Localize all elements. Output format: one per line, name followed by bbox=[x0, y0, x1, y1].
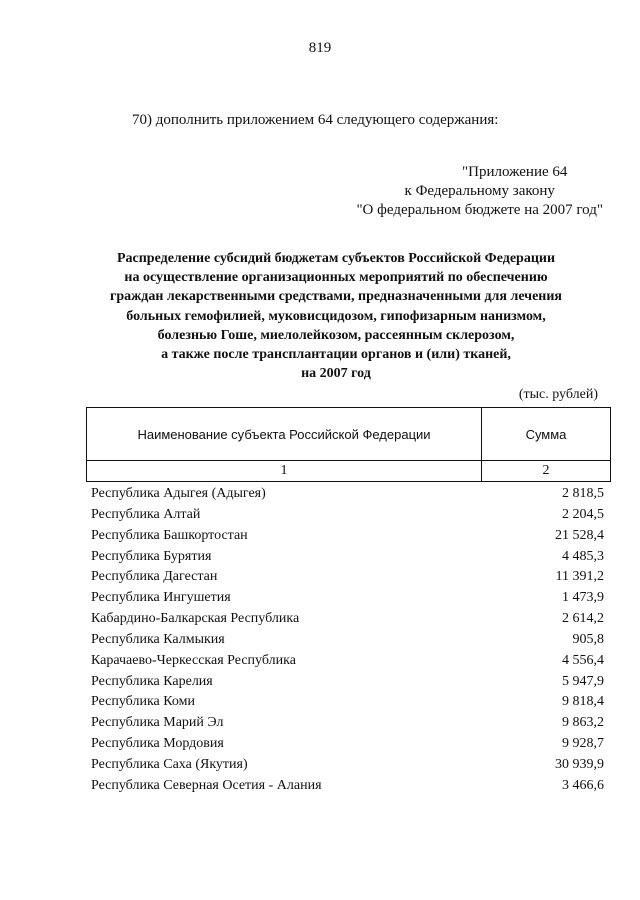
table-body bbox=[91, 484, 604, 797]
title-line: граждан лекарственными средствами, предназначенными для лечения bbox=[109, 289, 563, 305]
region-name: Кабардино-Балкарская Республика bbox=[91, 611, 300, 627]
title-line: больных гемофилией, муковисцидозом, гипофизарным нанизмом, bbox=[126, 308, 546, 324]
table-row bbox=[91, 505, 604, 526]
units-label: (тыс. рублей) bbox=[518, 387, 598, 402]
region-sum: 21 528,4 bbox=[555, 527, 604, 543]
table-row bbox=[91, 630, 604, 651]
region-sum: 2 614,2 bbox=[562, 611, 604, 627]
table-row bbox=[91, 567, 604, 588]
table-row bbox=[91, 547, 604, 568]
table-row bbox=[91, 672, 604, 693]
region-name: Республика Северная Осетия - Алания bbox=[91, 777, 322, 793]
title-line: на 2007 год bbox=[301, 366, 371, 382]
region-name: Республика Мордовия bbox=[91, 736, 224, 752]
region-name: Республика Бурятия bbox=[91, 548, 212, 564]
column-header-sum: Сумма bbox=[482, 408, 611, 461]
appendix-line-2: к Федеральному закону bbox=[404, 183, 555, 199]
region-name: Республика Алтай bbox=[91, 506, 201, 522]
region-sum: 30 939,9 bbox=[555, 756, 604, 772]
table-header bbox=[86, 407, 611, 482]
region-name: Республика Коми bbox=[91, 694, 195, 710]
title-line: Распределение субсидий бюджетам субъектов Российской Федерации bbox=[116, 251, 556, 266]
table-row bbox=[91, 484, 604, 505]
region-sum: 5 947,9 bbox=[562, 673, 604, 689]
region-name: Республика Саха (Якутия) bbox=[91, 756, 248, 772]
region-sum: 4 556,4 bbox=[562, 652, 604, 668]
region-name: Республика Карелия bbox=[91, 673, 213, 689]
title-line: а также после трансплантации органов и (или) тканей, bbox=[161, 347, 511, 363]
region-name: Республика Марий Эл bbox=[91, 715, 224, 731]
table-row bbox=[91, 776, 604, 797]
region-sum: 11 391,2 bbox=[555, 569, 604, 585]
column-number-name: 1 bbox=[87, 461, 482, 482]
region-name: Республика Калмыкия bbox=[91, 631, 225, 647]
region-name: Карачаево-Черкесская Республика bbox=[91, 652, 296, 668]
region-name: Республика Дагестан bbox=[91, 569, 218, 585]
appendix-reference bbox=[356, 163, 603, 220]
page-number: 819 bbox=[308, 40, 332, 56]
region-name: Республика Ингушетия bbox=[91, 590, 231, 606]
table-row bbox=[91, 651, 604, 672]
intro-text: 70) дополнить приложением 64 следующего содержания: bbox=[132, 112, 499, 128]
table-row bbox=[91, 588, 604, 609]
table-row bbox=[91, 609, 604, 630]
region-sum: 9 818,4 bbox=[562, 694, 604, 710]
region-sum: 2 818,5 bbox=[562, 486, 604, 501]
appendix-line-3: "О федеральном бюджете на 2007 год" bbox=[356, 202, 603, 218]
region-sum: 9 863,2 bbox=[562, 715, 604, 731]
region-sum: 4 485,3 bbox=[562, 548, 604, 564]
table-row bbox=[91, 692, 604, 713]
region-sum: 905,8 bbox=[572, 631, 604, 647]
title-line: на осуществление организационных мероприятий по обеспечению bbox=[124, 270, 548, 286]
region-sum: 3 466,6 bbox=[562, 777, 604, 793]
region-sum: 2 204,5 bbox=[562, 506, 604, 522]
document-title bbox=[60, 249, 612, 383]
table-row bbox=[91, 713, 604, 734]
appendix-line-1: "Приложение 64 bbox=[462, 164, 568, 180]
column-number-sum: 2 bbox=[482, 461, 611, 482]
table-row bbox=[91, 526, 604, 547]
table-row bbox=[91, 734, 604, 755]
column-header-name: Наименование субъекта Российской Федерации bbox=[87, 408, 482, 461]
title-line: болезнью Гоше, миелолейкозом, рассеянным склерозом, bbox=[157, 327, 515, 343]
region-sum: 1 473,9 bbox=[562, 590, 604, 606]
region-name: Республика Адыгея (Адыгея) bbox=[91, 486, 266, 501]
region-name: Республика Башкортостан bbox=[91, 527, 248, 543]
table-row bbox=[91, 755, 604, 776]
region-sum: 9 928,7 bbox=[562, 736, 604, 752]
